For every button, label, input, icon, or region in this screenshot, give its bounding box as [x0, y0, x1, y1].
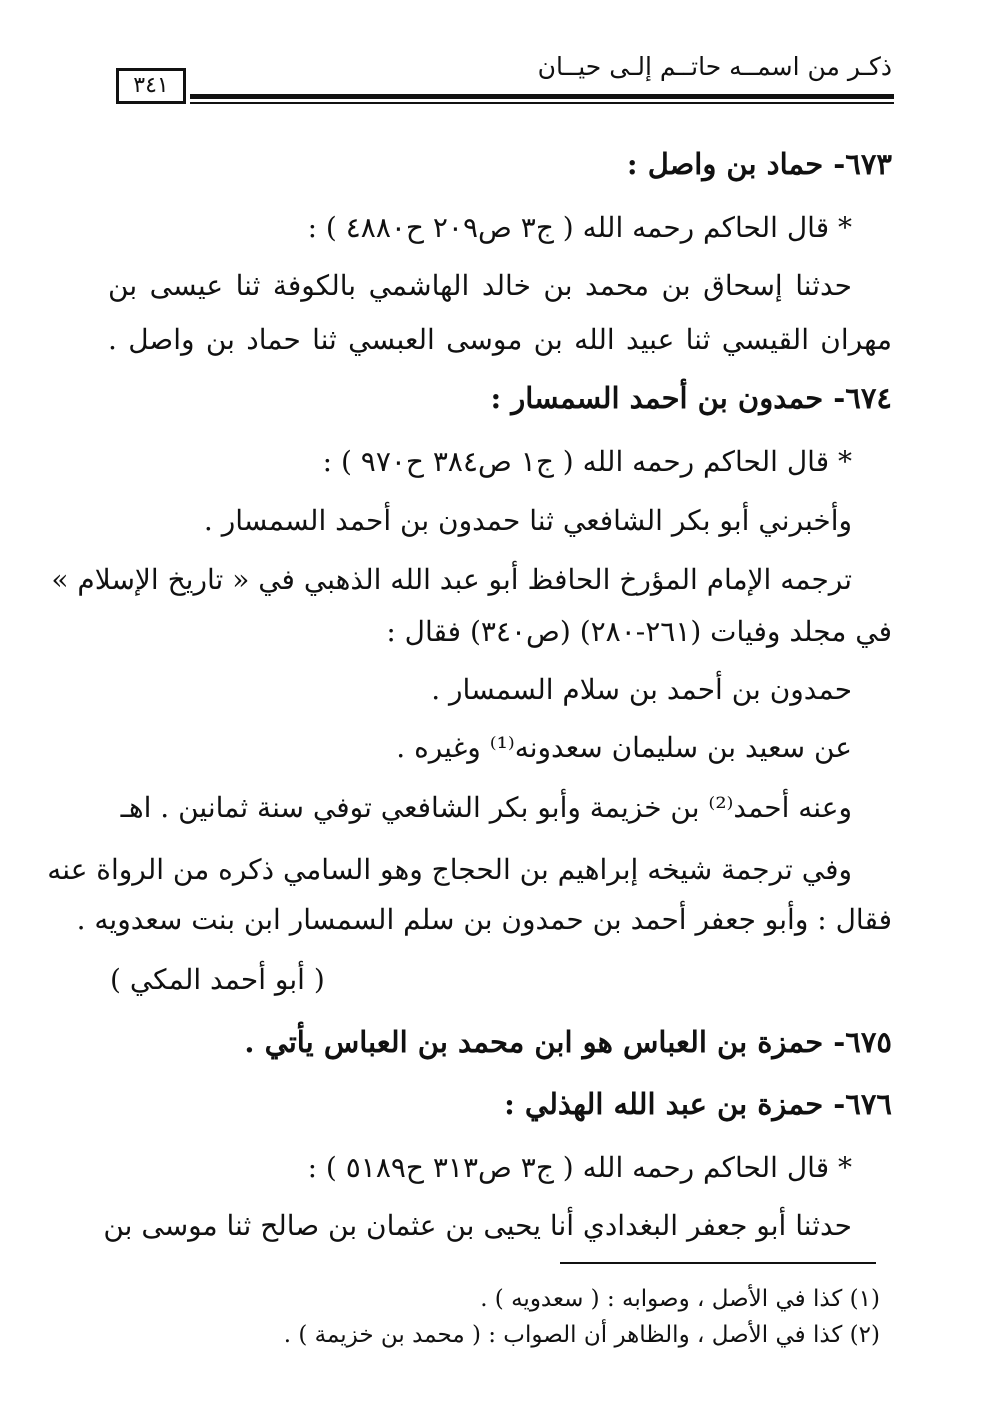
body-line: وعنه أحمد⁽²⁾ بن خزيمة وأبو بكر الشافعي توفي سنة ثمانين . اهـ — [120, 791, 852, 824]
entry-heading-675: ٦٧٥- حمزة بن العباس هو ابن محمد بن العباس يأتي . — [244, 1025, 892, 1059]
running-header-title: ذكـر من اسمــه حاتــم إلـى حيــان — [537, 52, 892, 81]
footnote-1: (١) كذا في الأصل ، وصوابه : ( سعدويه ) . — [480, 1286, 880, 1312]
header-rule-thick — [190, 94, 894, 99]
body-line: فقال : وأبو جعفر أحمد بن حمدون بن سلم السمسار ابن بنت سعدويه . — [76, 903, 892, 936]
body-line: حدثنا إسحاق بن محمد بن خالد الهاشمي بالكوفة ثنا عيسى بن — [108, 269, 852, 302]
footnote-separator — [560, 1262, 876, 1264]
page-number: ٣٤١ — [116, 68, 186, 104]
body-line: حمدون بن أحمد بن سلام السمسار . — [431, 673, 852, 706]
source-citation-674: * قال الحاكم رحمه الله ( ج١ ص٣٨٤ ح٩٧٠ ) : — [322, 445, 852, 478]
body-line: وأخبرني أبو بكر الشافعي ثنا حمدون بن أحمد السمسار . — [203, 504, 852, 537]
entry-heading-674: ٦٧٤- حمدون بن أحمد السمسار : — [490, 381, 892, 415]
body-line: ترجمه الإمام المؤرخ الحافظ أبو عبد الله الذهبي في « تاريخ الإسلام » — [51, 563, 852, 596]
body-line: عن سعيد بن سليمان سعدونه⁽¹⁾ وغيره . — [396, 731, 852, 764]
entry-heading-673: ٦٧٣- حماد بن واصل : — [626, 147, 892, 181]
attribution-line: ( أبو أحمد المكي ) — [110, 963, 325, 996]
source-citation-676: * قال الحاكم رحمه الله ( ج٣ ص٣١٣ ح٥١٨٩ ) : — [307, 1151, 852, 1184]
source-citation-673: * قال الحاكم رحمه الله ( ج٣ ص٢٠٩ ح٤٨٨٠ ) : — [307, 211, 852, 244]
body-line: مهران القيسي ثنا عبيد الله بن موسى العبسي ثنا حماد بن واصل . — [108, 323, 892, 356]
body-line: وفي ترجمة شيخه إبراهيم بن الحجاج وهو السامي ذكره من الرواة عنه — [47, 853, 852, 886]
body-line: حدثنا أبو جعفر البغدادي أنا يحيى بن عثمان بن صالح ثنا موسى بن — [103, 1209, 852, 1242]
header-rule-thin — [190, 102, 894, 104]
body-line: في مجلد وفيات (٢٦١-٢٨٠) (ص٣٤٠) فقال : — [386, 615, 892, 648]
footnote-2: (٢) كذا في الأصل ، والظاهر أن الصواب : ( محمد بن خزيمة ) . — [283, 1322, 880, 1348]
entry-heading-676: ٦٧٦- حمزة بن عبد الله الهذلي : — [504, 1087, 892, 1121]
